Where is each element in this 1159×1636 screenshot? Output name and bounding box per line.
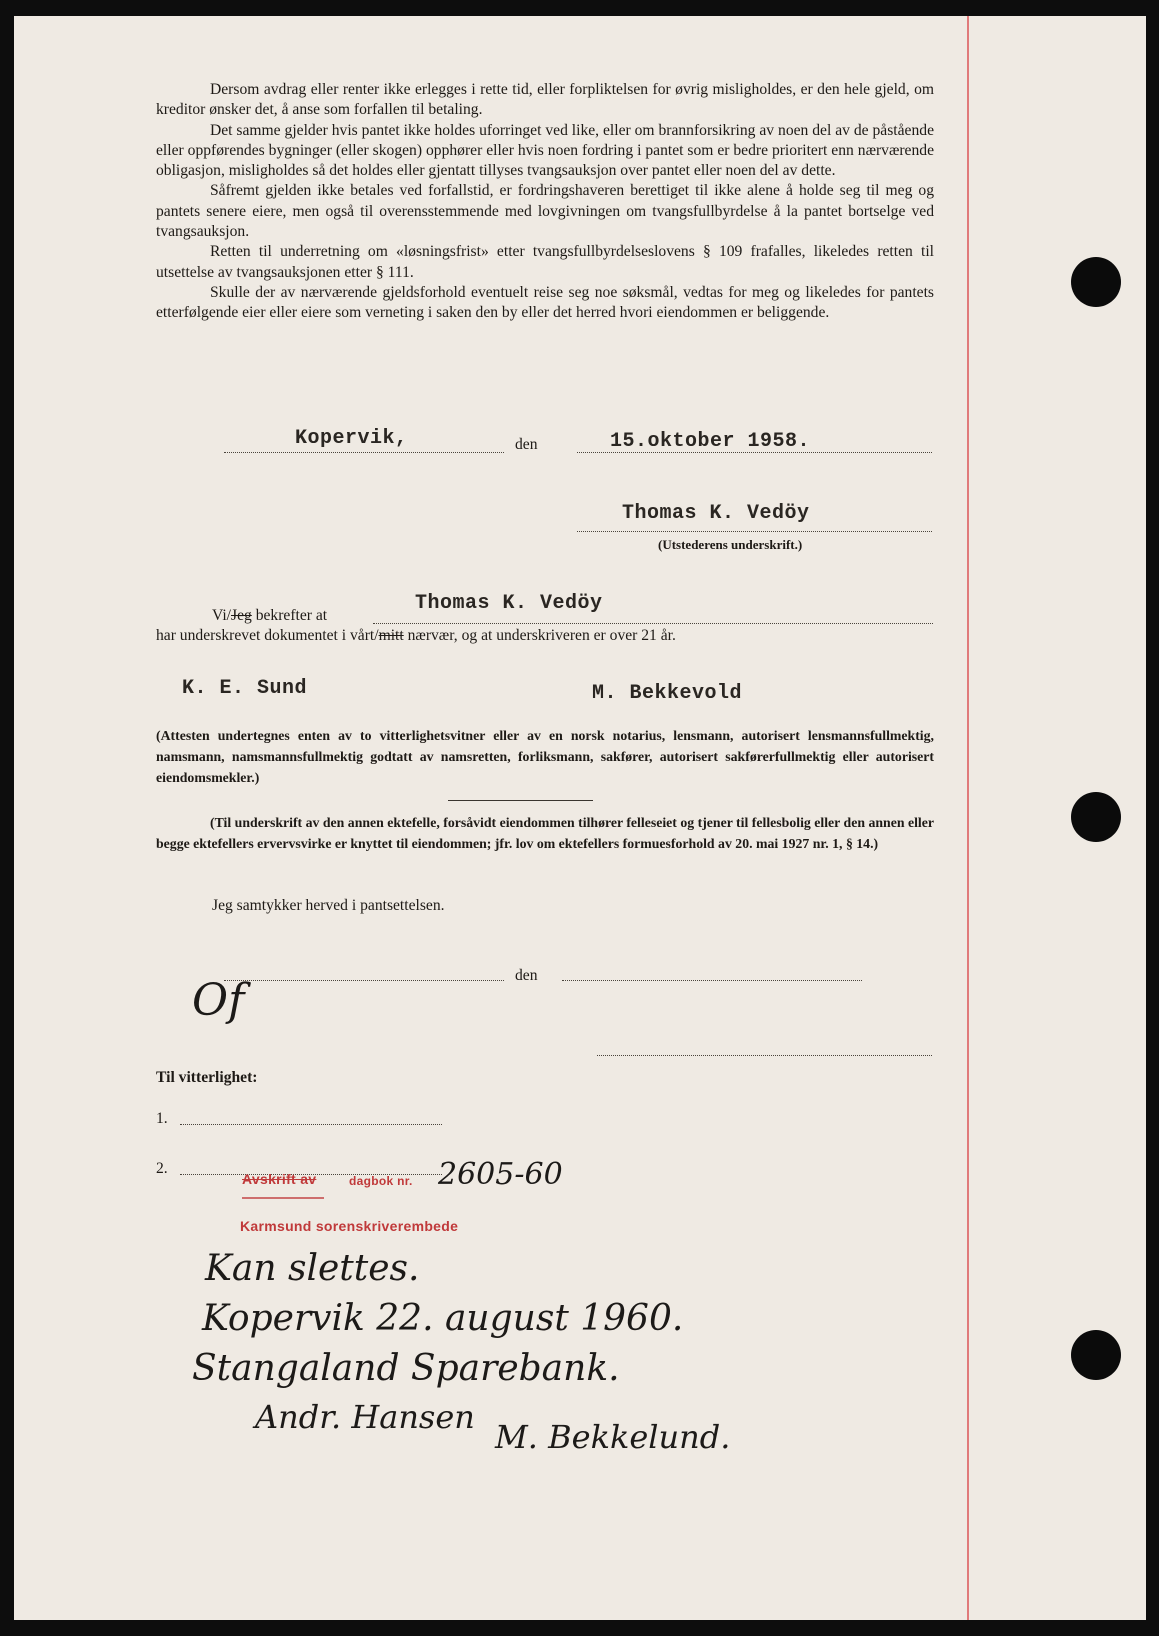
spouse-note-block <box>156 812 934 854</box>
stamp-number: 2605-60 <box>438 1157 563 1192</box>
attest-line2-b: nærvær, og at underskriveren er over 21 år. <box>403 627 676 644</box>
spouse-mark: Of <box>192 975 245 1026</box>
clause-3: Såfremt gjelden ikke betales ved forfallstid, er fordringshaveren berettiget til ikke alene å holde seg til meg og pantets senere eiere, men også til overensstemmende med lovgivningen om tvangsfullbyrdelse å la pantet bortselge ved tvangsauksjon. <box>156 182 934 241</box>
red-margin-line <box>967 16 969 1620</box>
consent-text: Jeg samtykker herved i pantsettelsen. <box>212 897 445 914</box>
binder-hole-top <box>1071 257 1121 307</box>
attest-prefix: Vi/ <box>212 607 231 624</box>
attest-mid: bekrefter at <box>251 607 328 624</box>
handwritten-line-2: Kopervik 22. august 1960. <box>202 1298 684 1339</box>
witness-line-1 <box>180 1124 442 1125</box>
clause-2: Det samme gjelder hvis pantet ikke holdes uforringet ved like, eller om brannforsikring av noen del av de påstående eller oppførendes bygninger (eller skogen) opphører eller hvis noen fordring i pantet som er bedre prioritert enn nærværende obligasjon, misligholdes så det holdes eller gjentatt tillyses tvangsauksjon over pantet eller noen del av dette. <box>156 121 934 180</box>
handwritten-line-5: M. Bekkelund. <box>495 1418 731 1456</box>
clause-4: Retten til underretning om «løsningsfrist» etter tvangsfullbyrdelseslovens § 109 frafalles, likeledes retten til utsettelse av tvangsauksjonen etter § 111. <box>156 243 934 281</box>
divider <box>448 800 593 801</box>
witness-section-title: Til vitterlighet: <box>156 1069 258 1086</box>
spouse-den-label: den <box>515 967 538 984</box>
handwritten-line-3: Stangaland Sparebank. <box>192 1348 620 1389</box>
stamp-office: Karmsund sorenskriverembede <box>240 1218 459 1234</box>
attest-note-block <box>156 725 934 788</box>
handwritten-line-4: Andr. Hansen <box>255 1398 475 1436</box>
attest-line2-a: har underskrevet dokumentet i vårt/ <box>156 627 379 644</box>
spouse-date-line <box>562 980 862 981</box>
issuer-signature-line <box>577 531 932 532</box>
witness-2-signature: M. Bekkevold <box>592 682 743 705</box>
date: 15.oktober 1958. <box>610 430 811 453</box>
binder-hole-middle <box>1071 792 1121 842</box>
den-label: den <box>515 436 538 453</box>
witness-1-signature: K. E. Sund <box>182 677 308 700</box>
spouse-place-line <box>224 980 504 981</box>
clause-1: Dersom avdrag eller renter ikke erlegges i rette tid, eller forpliktelsen for øvrig misligholdes, er den hele gjeld, om kreditor ønsker det, å anse som forfallen til betaling. <box>156 81 934 119</box>
issuer-caption: (Utstederens underskrift.) <box>658 537 803 552</box>
attest-line-1 <box>212 607 327 625</box>
attest-name: Thomas K. Vedöy <box>415 592 603 615</box>
attest-note: (Attesten undertegnes enten av to vitterlighetsvitner eller av en norsk notarius, lensmann, autorisert lensmannsfullmektig, namsmann, namsmannsfullmektig godtatt av namsretten, forliksmann, sakfører, autorisert sakførerfullmektig eller autorisert eiendomsmekler.) <box>156 728 934 785</box>
clauses-block <box>156 80 934 324</box>
clause-5: Skulle der av nærværende gjeldsforhold eventuelt reise seg noe søksmål, vedtas for meg og likeledes for pantets etterfølgende eier eller eiere som verneting i saken den by eller det herred hvori eiendommen er beliggende. <box>156 283 934 322</box>
spouse-signature-line <box>597 1055 932 1056</box>
stamp-dagbok: dagbok nr. <box>349 1174 413 1188</box>
witness-item-1: 1. <box>156 1110 168 1127</box>
attest-struck-1: Jeg <box>231 607 252 624</box>
issuer-signature: Thomas K. Vedöy <box>622 502 810 525</box>
place: Kopervik, <box>295 427 408 450</box>
attest-name-line <box>373 623 933 624</box>
place-line <box>224 452 504 453</box>
stamp-avskrift: Avskrift av <box>242 1171 317 1187</box>
binder-hole-bottom <box>1071 1330 1121 1380</box>
spouse-note: (Til underskrift av den annen ektefelle, forsåvidt eiendommen tilhører felleseiet og tjener til fellesbolig eller den annen eller begge ektefellers ervervsvirke er knyttet til eiendommen; jfr. lov om ektefellers formuesforhold av 20. mai 1927 nr. 1, § 14.) <box>156 815 934 851</box>
attest-line-2 <box>156 627 676 645</box>
stamp-rule <box>242 1197 324 1199</box>
handwritten-line-1: Kan slettes. <box>205 1248 420 1289</box>
witness-item-2: 2. <box>156 1160 168 1177</box>
attest-struck-2: mitt <box>378 627 404 644</box>
